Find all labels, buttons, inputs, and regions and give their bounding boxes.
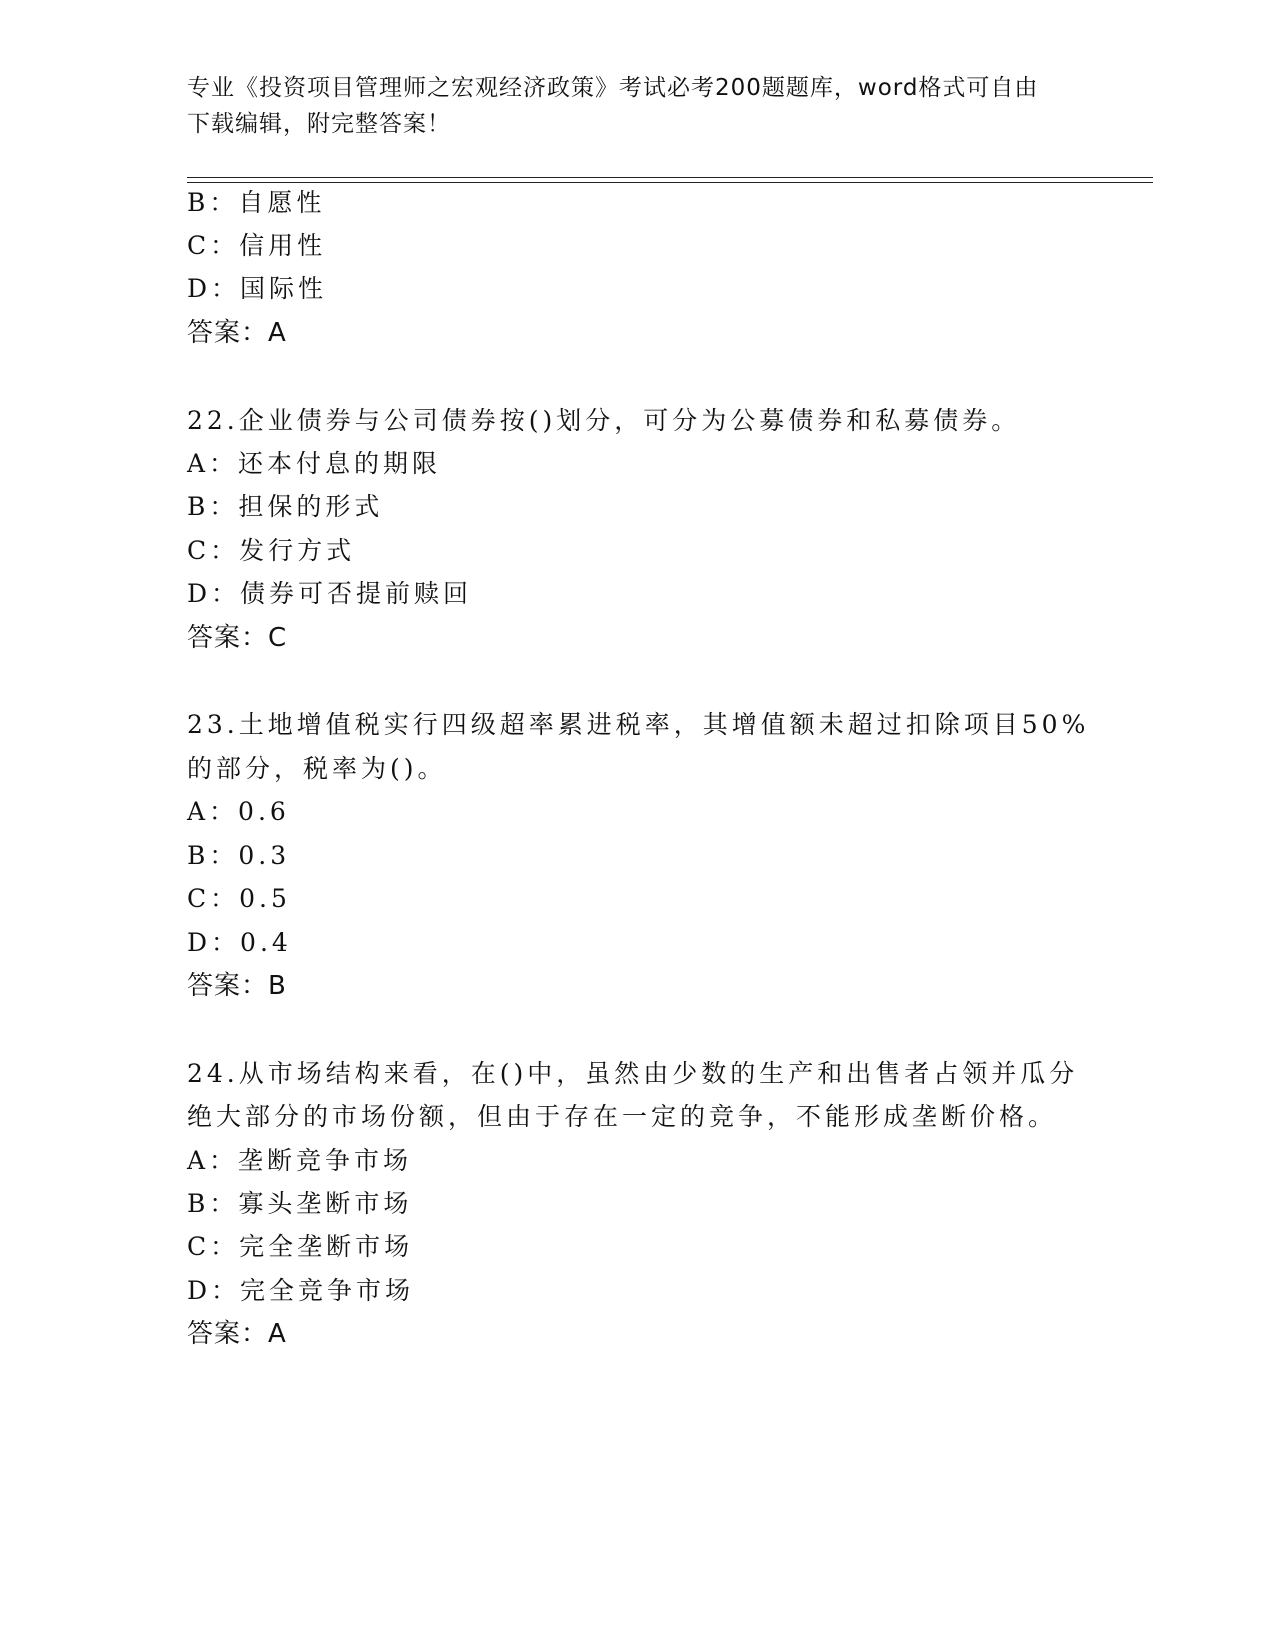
q23-stem-line-2: 的部分，税率为()。 [187, 754, 447, 783]
q24-stem-line-2: 绝大部分的市场份额，但由于存在一定的竞争，不能形成垄断价格。 [187, 1102, 1058, 1131]
q23-stem-line-1: 23.土地增值税实行四级超率累进税率，其增值额未超过扣除项目50% [187, 710, 1090, 739]
header-divider-bottom [187, 182, 1153, 183]
q24-option-b: B：寡头垄断市场 [187, 1189, 413, 1218]
q23-option-a: A：0.6 [187, 797, 290, 826]
q24-stem-line-1: 24.从市场结构来看，在()中，虽然由少数的生产和出售者占领并瓜分 [187, 1059, 1079, 1088]
q22-option-c: C：发行方式 [187, 536, 356, 565]
header-title-line-2: 下载编辑，附完整答案！ [187, 111, 451, 137]
prev-option-d: D：国际性 [187, 274, 328, 303]
q22-option-b: B：担保的形式 [187, 492, 384, 521]
q24-option-a: A：垄断竞争市场 [187, 1146, 413, 1175]
q23-option-b: B：0.3 [187, 841, 291, 870]
q23-option-c: C：0.5 [187, 884, 291, 913]
document-header [187, 70, 1067, 142]
q22-option-a: A：还本付息的期限 [187, 449, 442, 478]
q24-option-c: C：完全垄断市场 [187, 1232, 414, 1261]
q23-answer: 答案：B [187, 971, 287, 1001]
q22-stem: 22.企业债券与公司债券按()划分，可分为公募债券和私募债券。 [187, 406, 1021, 435]
q23-option-d: D：0.4 [187, 928, 292, 957]
header-divider-top [187, 177, 1153, 178]
q24-option-d: D：完全竞争市场 [187, 1276, 415, 1305]
prev-option-b: B：自愿性 [187, 188, 326, 217]
q24-answer: 答案：A [187, 1319, 287, 1349]
q22-option-d: D：债券可否提前赎回 [187, 579, 473, 608]
prev-option-c: C：信用性 [187, 231, 327, 260]
q22-answer: 答案：C [187, 623, 288, 653]
prev-answer: 答案：A [187, 318, 287, 348]
header-title-line-1: 专业《投资项目管理师之宏观经济政策》考试必考200题题库，word格式可自由 [187, 75, 1039, 101]
